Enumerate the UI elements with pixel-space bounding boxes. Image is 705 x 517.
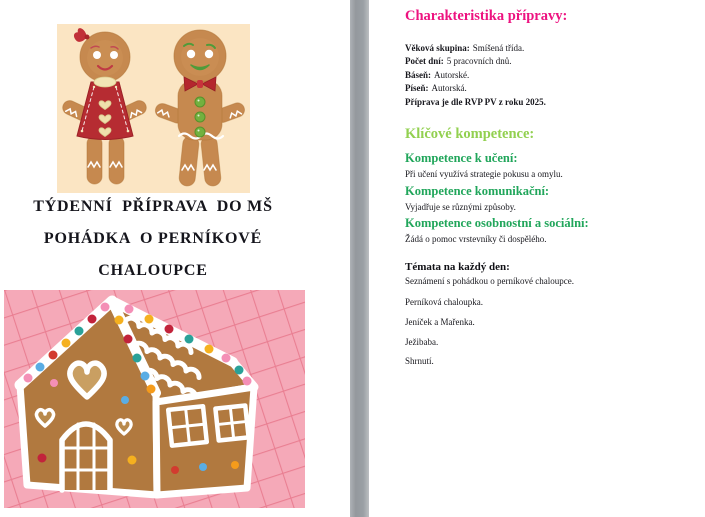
attribute-line [405,44,524,54]
topic-item: Shrnutí. [405,356,434,366]
page-right [369,0,705,517]
page-divider [350,0,369,517]
competence-title: Kompetence osobnostní a sociální: [405,216,589,230]
document-title [0,199,306,295]
attribute-label: Počet dní: [405,56,444,66]
section-heading-key-competences: Klíčové kompetence: [405,126,535,142]
attribute-label: Píseň: [405,83,429,93]
competence-description: Při učení využívá strategie pokusu a omylu. [405,169,563,179]
attribute-label: Věková skupina: [405,43,470,53]
attribute-line [405,71,469,81]
attribute-line [405,84,467,94]
attribute-line [405,57,511,67]
attribute-value: Autorská. [431,83,467,93]
attribute-value: Autorské. [434,70,470,80]
section-heading-daily-topics: Témata na každý den: [405,261,510,273]
topic-item: Jeníček a Mařenka. [405,317,475,327]
competence-description: Žádá o pomoc vrstevníky či dospělého. [405,234,547,244]
title-line-2: POHÁDKA O PERNÍKOVÉ [43,230,263,247]
attribute-value: Smíšená třída. [472,43,525,53]
competence-title: Kompetence k učení: [405,151,518,165]
attribute-label: Báseň: [405,70,432,80]
title-line-3: CHALOUPCE [98,262,208,279]
attribute-value: 5 pracovních dnů. [446,56,512,66]
topic-item: Perníková chaloupka. [405,297,483,307]
section-heading-characteristics: Charakteristika přípravy: [405,8,568,24]
topic-item: Ježibaba. [405,337,439,347]
competence-title: Kompetence komunikační: [405,184,550,198]
rvp-note: Příprava je dle RVP PV z roku 2025. [405,97,546,107]
title-line-1: TÝDENNÍ PŘÍPRAVA DO MŠ [33,198,273,215]
competence-description: Vyjadřuje se různými způsoby. [405,202,516,212]
topic-item: Seznámení s pohádkou o perníkové chaloupce. [405,276,574,286]
gingerbread-couple-illustration [57,24,250,193]
page-left [0,0,350,517]
gingerbread-house-illustration [4,290,305,508]
